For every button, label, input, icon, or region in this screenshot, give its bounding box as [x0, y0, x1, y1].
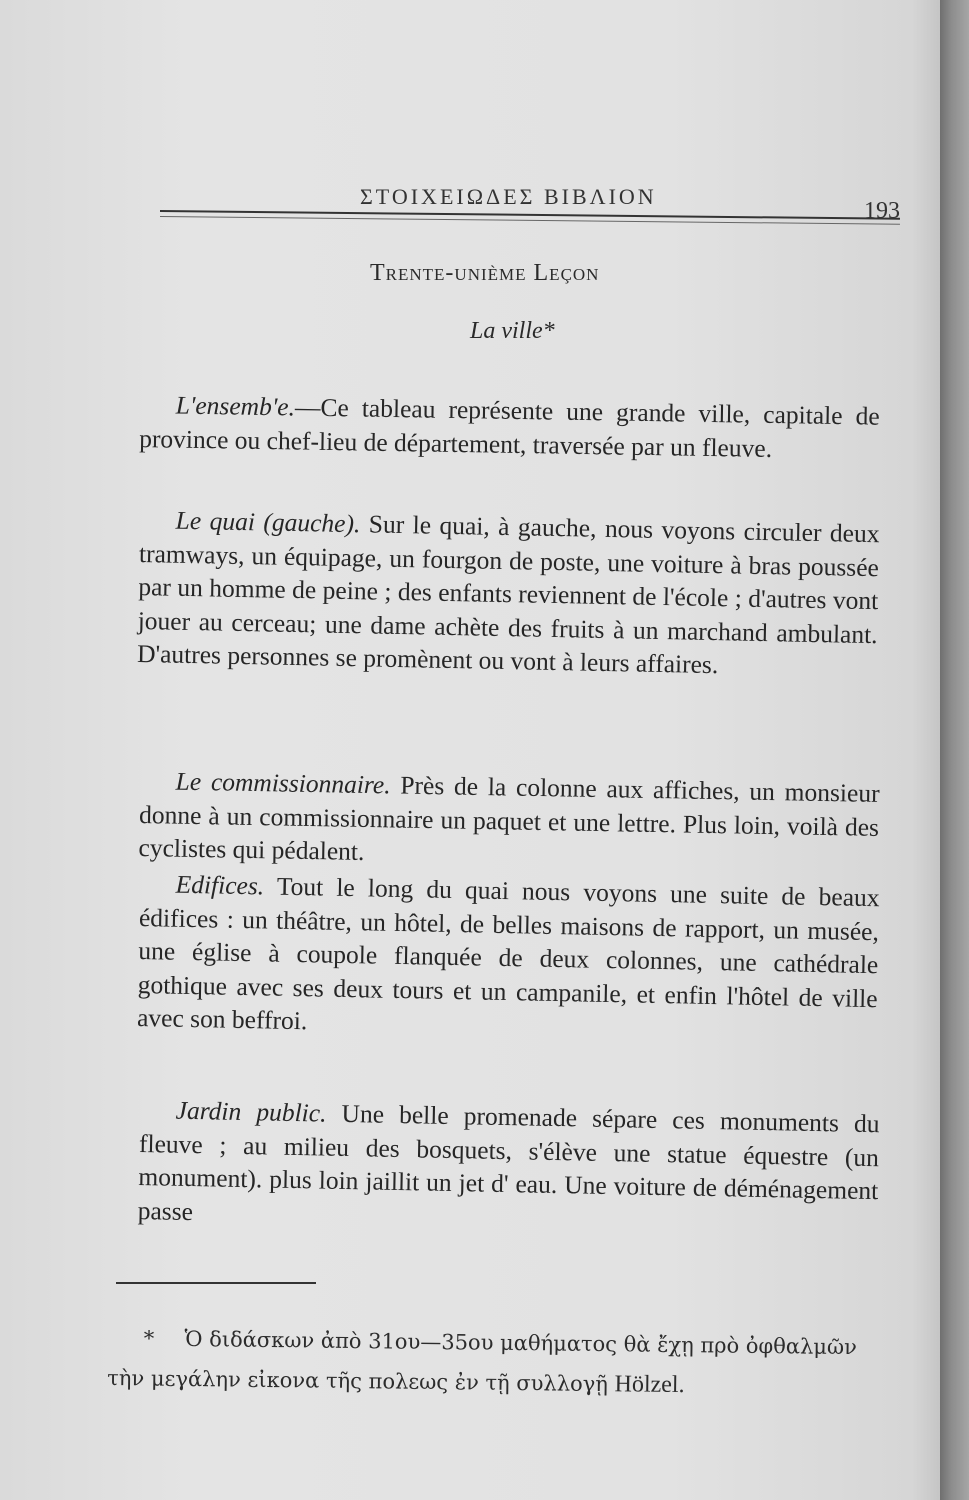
footnote-rule — [116, 1282, 316, 1284]
paragraph-commissionnaire — [138, 764, 880, 877]
running-title: ΣΤΟΙΧΕΙΩΔΕΣ ΒΙΒΛΙΟΝ — [360, 184, 657, 209]
lesson-title: Trente-unième Leçon — [370, 260, 600, 286]
paragraph-edifices — [137, 867, 880, 1049]
footnote-text-greek: Ὁ διδάσκων ἀπὸ 31ου—35ου μαθήματος θὰ ἔχῃ πρὸ ὀφθαλμῶν τὴν μεγάλην εἰκονα τῆς πολεως ἐν τῇ συλλογῇ — [107, 1326, 858, 1397]
paragraph-jardin — [137, 1093, 879, 1241]
paragraph-lead: Le commissionnaire. — [175, 766, 391, 800]
paragraph-lead: Edifices. — [175, 869, 265, 901]
paragraph-text: —Ce tableau représente une grande ville, capitale de province ou chef-lieu de département, traversée par un fleuve. — [138, 392, 880, 463]
paragraph-lead: Le quai (gauche). — [175, 505, 361, 539]
paragraph-text: Tout le long du quai nous voyons une suite de beaux édifices : un théâtre, un hôtel, de belles maisons de rapport, un musée, une église à coupole flanquée de deux colonnes, une cathédrale gothique avec ses deux tours et un campanile, et enfin l'hôtel de ville avec son beffroi. — [136, 871, 880, 1036]
paragraph-text: Une belle promenade sépare ces monuments du fleuve ; au milieu des bosquets, s'élève une statue équestre (un monument). plus loin jaillit un jet d' eau. Une voiture de déménagement passe — [137, 1098, 880, 1226]
lesson-subtitle: La ville* — [470, 318, 555, 344]
paragraph-quai — [137, 503, 880, 685]
paragraph-text: Sur le quai, à gauche, nous voyons circuler deux tramways, un équipage, un fourgon de poste, une voiture à bras poussée par un homme de peine ; des enfants reviennent de l'école ; d'autres vont jouer au cerceau; une dame achète des fruits à un marchand ambulant. D'autres personnes se promènent ou vont à leurs affaires. — [136, 509, 880, 680]
paragraph-lead: Jardin public. — [175, 1095, 327, 1128]
paragraph-text: Près de la colonne aux affiches, un monsieur donne à un commissionnaire un paquet et une lettre. Plus loin, voilà des cyclistes qui pédalent. — [138, 770, 880, 866]
footnote-mark: * — [143, 1326, 155, 1351]
paragraph-ensemble — [139, 388, 880, 467]
footnote-text-latin: Hölzel. — [614, 1371, 685, 1399]
footnote — [107, 1318, 858, 1407]
paragraph-lead: L'ensemb'e. — [175, 390, 296, 422]
page-number: 193 — [864, 198, 900, 224]
book-edge — [940, 0, 969, 1500]
